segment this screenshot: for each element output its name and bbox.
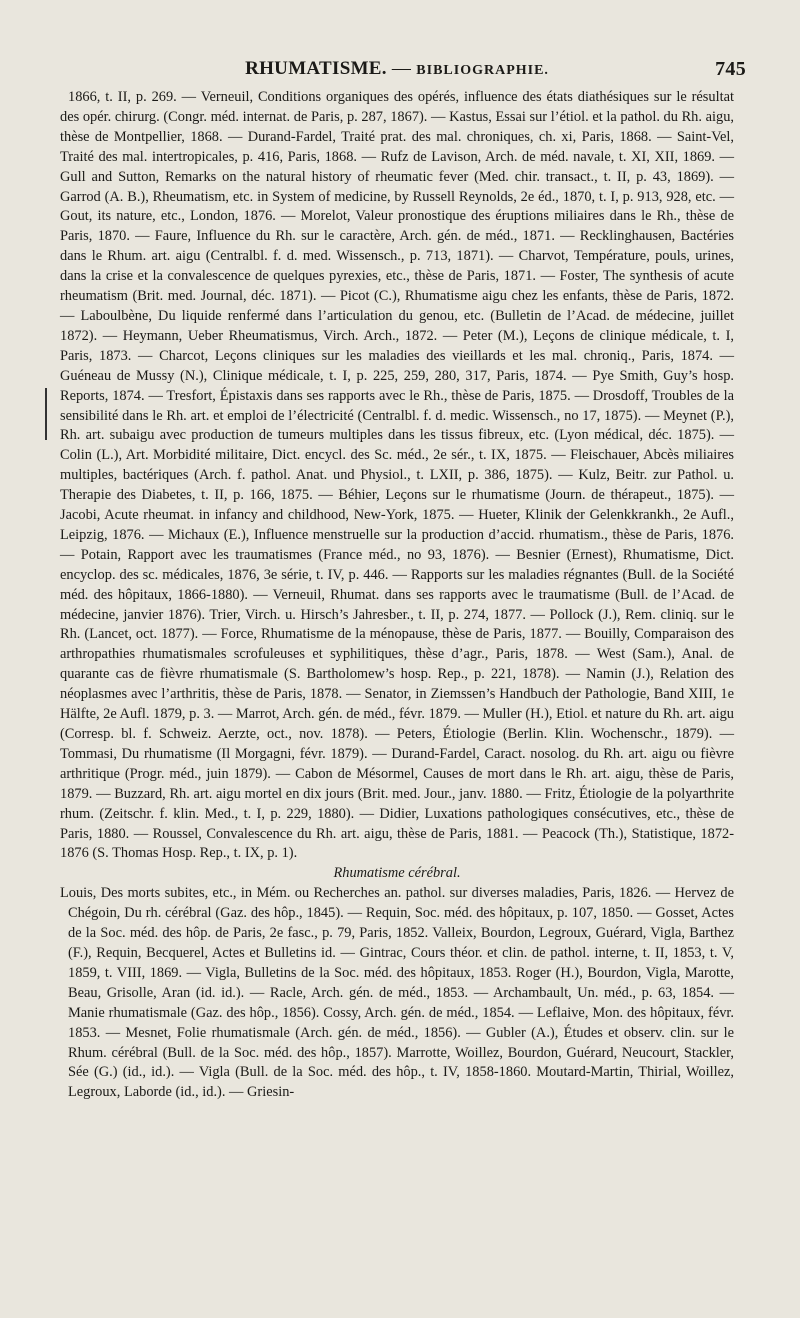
header-subtitle: BIBLIOGRAPHIE. bbox=[416, 63, 549, 78]
section-heading: Rhumatisme cérébral. bbox=[333, 865, 461, 882]
running-header bbox=[60, 58, 746, 88]
bibliography-text bbox=[60, 88, 734, 1103]
header-title: RHUMATISME. bbox=[245, 58, 387, 79]
margin-mark bbox=[45, 388, 47, 440]
bibliography-paragraph-general: 1866, t. II, p. 269. — Verneuil, Conditions organiques des opérés, influence des états diathésiques sur le résultat des opér. chirurg. (Congr. méd. internat. de Paris, p. 287, 1867). — Kastus, Essai sur l’étiol. et la pathol. du Rh. aigu, thèse de Montpellier, 1868. — Durand-Fardel, Traité prat. des mal. chroniques, ch. xi, Paris, 1868. — Saint-Vel, Traité des mal. intertropicales, p. 416, Paris, 1868. — Rufz de Lavison, Arch. de méd. navale, t. XI, XII, 1869. — Gull and Sutton, Remarks on the natural history of rheumatic fever (Med. chir. transact., t. II, p. 43, 1869). — Garrod (A. B.), Rheumatism, etc. in System of medicine, by Russell Reynolds, 2e éd., 1870, t. I, p. 913, 928, etc. — Gout, its nature, etc., London, 1876. — Morelot, Valeur pronostique des éruptions miliaires dans le Rh., thèse de Paris, 1870. — Faure, Influence du Rh. sur le caractère, Arch. gén. de méd., 1871. — Recklinghausen, Bactéries dans le Rhum. art. aigu (Centralbl. f. d. med. Wissensch., p. 713, 1871). — Charvot, Température, pouls, urines, dans la crise et la convalescence de quelques pyrexies, etc., thèse de Paris, 1871. — Foster, The synthesis of acute rheumatism (Brit. med. Journal, déc. 1871). — Picot (C.), Rhumatisme aigu chez les enfants, thèse de Paris, 1872. — Laboulbène, Du liquide renfermé dans l’articulation du genou, etc. (Bulletin de l’Acad. de médecine, juillet 1872). — Heymann, Ueber Rheumatismus, Virch. Arch., 1872. — Peter (M.), Leçons de clinique médicale, t. I, Paris, 1873. — Charcot, Leçons cliniques sur les maladies des vieillards et les mal. chroniq., Paris, 1874. — Guéneau de Mussy (N.), Clinique médicale, t. I, p. 225, 259, 280, 317, Paris, 1874. — Pye Smith, Guy’s hosp. Reports, 1874. — Tresfort, Épistaxis dans ses rapports avec le Rh., thèse de Paris, 1875. — Drosdoff, Troubles de la sensibilité dans le Rh. art. et emploi de l’électricité (Centralbl. f. d. medic. Wissensch., no 17, 1875). — Meynet (P.), Rh. art. subaigu avec production de tumeurs multiples dans les tissus fibreux, etc. (Lyon médical, déc. 1875). — Colin (L.), Art. Morbidité militaire, Dict. encycl. des Sc. méd., 2e sér., t. IX, 1875. — Fleischauer, Abcès miliaires multiples, bactériques (Arch. f. pathol. Anat. und Physiol., t. LXII, p. 386, 1875). — Kulz, Beitr. zur Pathol. u. Therapie des Diabetes, t. II, p. 166, 1875. — Béhier, Leçons sur le rhumatisme (Journ. de thérapeut., 1875). — Jacobi, Acute rheumat. in infancy and childhood, New-York, 1875. — Hueter, Klinik der Gelenkkrankh., 2e Aufl., Leipzig, 1876. — Michaux (E.), Influence menstruelle sur la production d’accid. rhumatism., thèse de Paris, 1876. — Potain, Rapport avec les traumatismes (France méd., no 93, 1876). — Besnier (Ernest), Rhumatisme, Dict. encyclop. des sc. médicales, 1876, 3e série, t. IV, p. 446. — Rapports sur les maladies régnantes (Bull. de la Société méd. des hôpitaux, 1866-1880). — Verneuil, Rhumat. dans ses rapports avec le traumatisme (Bull. de l’Acad. de médecine, janvier 1876). Trier, Virch. u. Hirsch’s Jahresber., t. II, p. 274, 1877. — Pollock (J.), Rem. cliniq. sur le Rh. (Lancet, oct. 1877). — Force, Rhumatisme de la ménopause, thèse de Paris, 1877. — Bouilly, Comparaison des arthropathies rhumatismales scrofuleuses et syphilitiques, thèse d’agr., Paris, 1878. — West (Sam.), Anal. de quarante cas de fièvre rhumatismale (S. Bartholomew’s hosp. Rep., p. 221, 1878). — Namin (J.), Relation des néoplasmes avec l’arthritis, thèse de Paris, 1878. — Senator, in Ziemssen’s Handbuch der Pathologie, Band XIII, 1e Hälfte, 2e Aufl. 1879, p. 3. — Marrot, Arch. gén. de méd., févr. 1879. — Muller (H.), Etiol. et nature du Rh. art. aigu (Corresp. bl. f. Schweiz. Aerzte, oct., nov. 1878). — Peters, Étiologie (Berlin. Klin. Wochenschr., 1879). — Tommasi, Du rhumatisme (Il Morgagni, févr. 1879). — Durand-Fardel, Caract. nosolog. du Rh. art. aigu ou fièvre arthritique (Progr. méd., juin 1879). — Cabon de Mésormel, Causes de mort dans le Rh. art. aigu, thèse de Paris, 1879. — Buzzard, Rh. art. aigu mortel en dix jours (Brit. med. Jour., janv. 1880. — Fritz, Étiologie de la polyarthrite rhum. (Zeitschr. f. klin. Med., t. I, p. 229, 1880). — Didier, Luxations pathologiques consécutives, etc., thèse de Paris, 1880. — Roussel, Convalescence du Rh. art. aigu, thèse de Paris, 1881. — Peacock (Th.), Statistique, 1872-1876 (S. Thomas Hosp. Rep., t. IX, p. 1). bbox=[60, 89, 734, 862]
header-dash: — bbox=[391, 58, 412, 79]
page-number: 745 bbox=[715, 58, 746, 80]
bibliography-paragraph-cerebral: Louis, Des morts subites, etc., in Mém. ou Recherches an. pathol. sur diverses maladies, Paris, 1826. — Hervez de Chégoin, Du rh. cérébral (Gaz. des hôp., 1845). — Requin, Soc. méd. des hôpitaux, p. 107, 1850. — Gosset, Actes de la Soc. méd. des hôp. de Paris, 2e fasc., p. 79, Paris, 1852. Valleix, Bourdon, Legroux, Guérard, Vigla, Barthez (F.), Requin, Becquerel, Actes et Bulletins id. — Gintrac, Cours théor. et clin. de pathol. interne, t. II, 1853, t. V, 1859, t. VIII, 1869. — Vigla, Bulletins de la Soc. méd. des hôpitaux, 1853. Roger (H.), Bourdon, Vigla, Marotte, Beau, Grisolle, Aran (id. id.). — Racle, Arch. gén. de méd., 1853. — Archambault, Un. méd., p. 63, 1854. — Manie rhumatismale (Gaz. des hôp., 1856). Cossy, Arch. gén. de méd., 1854. — Leflaive, Mon. des hôpitaux, févr. 1853. — Mesnet, Folie rhumatismale (Arch. gén. de méd., 1856). — Gubler (A.), Études et observ. clin. sur le Rhum. cérébral (Bull. de la Soc. méd. des hôp., 1857). Marrotte, Woillez, Bourdon, Guérard, Neucourt, Stackler, Sée (G.) (id., id.). — Vigla (Bull. de la Soc. méd. des hôp., t. IV, 1858-1860. Moutard-Martin, Thirial, Woillez, Legroux, Laborde (id., id.). — Griesin- bbox=[60, 885, 734, 1101]
